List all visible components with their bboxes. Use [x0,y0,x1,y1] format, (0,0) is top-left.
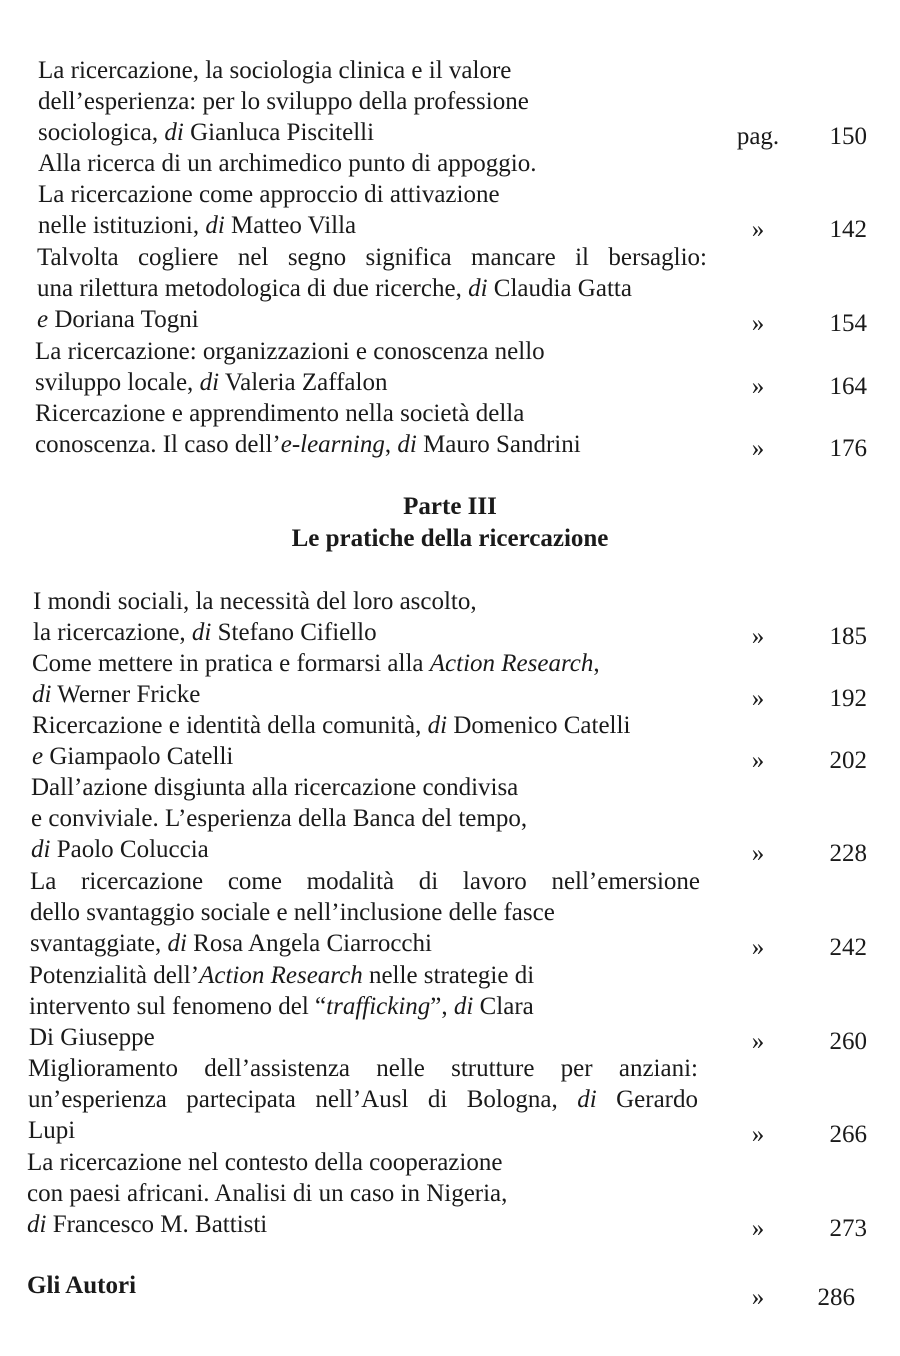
title-line [28,1084,698,1115]
italic-text: di [468,275,488,302]
title-line [35,398,705,429]
ditto-mark: » [751,1215,765,1242]
title-line [38,55,708,86]
page-number: 150 [829,123,867,150]
entry-title [38,55,708,148]
ditto-mark: » [751,685,765,712]
title-line [35,429,705,460]
entry-title [31,772,701,865]
title-text: intervento sul fenomeno del “ [29,993,327,1020]
title-text: e conviviale. L’esperienza della Banca del tempo, [31,805,528,832]
title-line [29,960,699,991]
entry-title [35,398,705,460]
title-text: nelle istituzioni, [38,212,206,239]
title-text: Domenico Catelli [447,712,631,739]
title-text: con paesi africani. Analisi di un caso in Nigeria, [27,1180,508,1207]
italic-text: e [32,743,44,770]
title-text: , [384,431,398,458]
title-line [38,86,708,117]
title-line [27,1209,697,1240]
ditto-mark: » [751,1028,765,1055]
title-text: Alla ricerca di un archimedico punto di appoggio. [38,150,537,177]
title-line [33,586,703,617]
title-line [37,304,707,335]
title-text: La ricercazione come modalità di lavoro nell’emersione [30,868,700,895]
italic-text: di [397,431,417,458]
page-number: 164 [829,373,867,400]
part-heading [0,491,900,555]
ditto-mark: » [751,435,765,462]
entry-title [38,148,708,241]
title-text: Claudia Gatta [487,275,632,302]
title-line [32,710,702,741]
title-text: Valeria Zaffalon [219,369,388,396]
title-text: Doriana Togni [48,306,199,333]
entry-title [28,1053,698,1146]
italic-text: di [205,212,225,239]
title-text: una rilettura metodologica di due ricerche, [37,275,469,302]
page-number: 192 [829,685,867,712]
entry-title [37,242,707,335]
page-number: 154 [829,310,867,337]
italic-text: di [27,1211,47,1238]
italic-text: di [32,681,52,708]
italic-text: di [191,619,212,646]
title-line [28,1115,698,1146]
page-number: 185 [829,623,867,650]
title-text: I mondi sociali, la necessità del loro ascolto, [33,588,477,615]
title-text: La ricercazione, la sociologia clinica e il valore [38,57,512,84]
title-text: Francesco M. Battisti [46,1211,268,1238]
title-text: dell’esperienza: per lo sviluppo della professione [38,88,529,115]
ditto-mark: » [751,623,765,650]
title-text: Gianluca Piscitelli [183,119,375,146]
title-line [28,1053,698,1084]
ditto-mark: » [751,747,765,774]
title-text: un’esperienza partecipata nell’Ausl di Bologna, [28,1086,578,1113]
title-line [32,648,702,679]
italic-text: e-learning [280,431,385,458]
title-line [37,242,707,273]
entry-title [29,960,699,1053]
title-text: nelle strategie di [362,962,535,989]
italic-text: di [577,1086,597,1113]
title-text: sviluppo locale, [35,369,200,396]
page-number: 202 [829,747,867,774]
title-text: Clara [473,993,534,1020]
italic-text: di [167,930,187,957]
part-title: Le pratiche della ricercazione [291,525,609,552]
title-text: Come mettere in pratica e formarsi alla [32,650,430,677]
title-line [38,117,708,148]
title-line [37,273,707,304]
page-number: 260 [829,1028,867,1055]
page-number: 142 [829,216,867,243]
title-line [35,367,705,398]
ditto-mark: » [751,1121,765,1148]
italic-text: Action Research [429,650,594,677]
entry-title [30,866,700,959]
page-number: 176 [829,435,867,462]
page-number: 266 [829,1121,867,1148]
title-line [35,336,705,367]
page-number: 228 [829,840,867,867]
title-line [30,866,700,897]
title-line [29,991,699,1022]
title-text: Miglioramento dell’assistenza nelle strutture per anziani: [28,1055,698,1082]
ditto-mark: » [751,1284,765,1311]
italic-text: trafficking [326,993,431,1020]
title-text: ”, [430,993,454,1020]
title-line [29,1022,699,1053]
title-text: sociologica, [38,119,165,146]
italic-text: Action Research [199,962,363,989]
italic-text: di [453,993,474,1020]
title-text: Matteo Villa [224,212,357,239]
entry-title [32,710,702,772]
part-number: Parte III [403,493,497,520]
ditto-mark: » [751,840,765,867]
title-line [31,834,701,865]
title-text: Talvolta cogliere nel segno significa mancare il bersaglio: [37,244,707,271]
authors-title: Gli Autori [27,1272,137,1299]
title-text: Paolo Coluccia [50,836,209,863]
title-line [38,179,708,210]
italic-text: e [37,306,49,333]
italic-text: di [199,369,220,396]
entry-title [33,586,703,648]
title-text: Rosa Angela Ciarrocchi [186,930,432,957]
title-line [30,928,700,959]
title-line [33,617,703,648]
title-text: Giampaolo Catelli [43,743,234,770]
title-text: conoscenza. Il caso dell’ [35,431,281,458]
title-line [31,803,701,834]
title-text: Mauro Sandrini [416,431,581,458]
title-text: Gerardo [596,1086,698,1113]
title-line [30,897,700,928]
title-text: Dall’azione disgiunta alla ricercazione condivisa [31,774,519,801]
title-text: la ricercazione, [33,619,192,646]
title-text: svantaggiate, [30,930,168,957]
entry-title [35,336,705,398]
title-text: dello svantaggio sociale e nell’inclusione delle fasce [30,899,555,926]
page-number: 273 [829,1215,867,1242]
title-text: Lupi [28,1117,76,1144]
title-text: La ricercazione nel contesto della cooperazione [27,1149,503,1176]
page-number: 242 [829,934,867,961]
title-text: Ricercazione e apprendimento nella società della [35,400,525,427]
title-line [32,741,702,772]
title-text: Di Giuseppe [29,1024,155,1051]
entry-title [27,1147,697,1240]
title-line [38,210,708,241]
ditto-mark: » [751,373,765,400]
title-line [32,679,702,710]
ditto-mark: » [751,216,765,243]
italic-text: di [31,836,51,863]
title-line [27,1178,697,1209]
page-number: 286 [817,1284,855,1311]
title-line [38,148,708,179]
title-text: La ricercazione come approccio di attivazione [38,181,500,208]
page-label: pag. [736,123,780,150]
title-text: Werner Fricke [51,681,201,708]
italic-text: di [164,119,184,146]
title-text: Stefano Cifiello [211,619,377,646]
title-text: La ricercazione: organizzazioni e conoscenza nello [35,338,545,365]
title-text: Potenzialità dell’ [29,962,200,989]
entry-title [32,648,702,710]
ditto-mark: » [751,310,765,337]
title-text: , [593,650,600,677]
italic-text: di [427,712,448,739]
ditto-mark: » [751,934,765,961]
title-text: Ricercazione e identità della comunità, [32,712,428,739]
title-line [31,772,701,803]
title-line [27,1147,697,1178]
